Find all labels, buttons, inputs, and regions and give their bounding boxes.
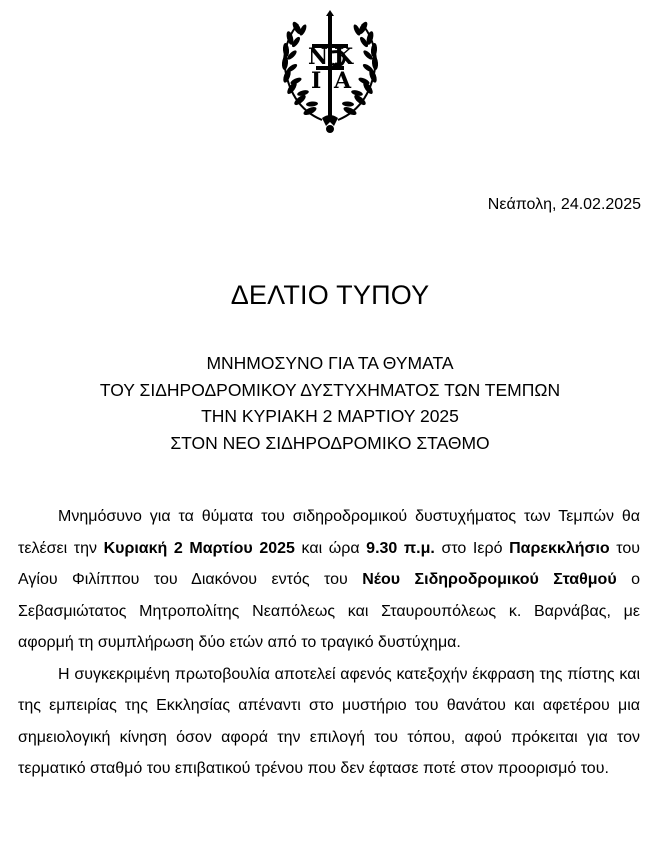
paragraph-2: Η συγκεκριμένη πρωτοβουλία αποτελεί αφενός κατεξοχήν έκφραση της πίστης και της εμπειρίας της Εκκλησίας απέναντι στο μυστήριο του θανάτου και αφετέρου μια σημειολογική κίνηση όσον αφορά την επιλογή του τόπου, αφού πρόκειται για τον τερματικό σταθμό του επιβατικού τρένου που δεν έφτασε ποτέ στον προορισμό του.	[18, 665, 640, 777]
document-title: ΔΕΛΤΙΟ ΤΥΠΟΥ	[230, 280, 430, 310]
subtitle-line: ΣΤΟΝ ΝΕΟ ΣΙΔΗΡΟΔΡΟΜΙΚΟ ΣΤΑΘΜΟ	[170, 432, 490, 453]
paragraph-text: και ώρα	[294, 539, 367, 557]
subtitle-line: ΜΝΗΜΟΣΥΝΟ ΓΙΑ ΤΑ ΘΥΜΑΤΑ	[206, 353, 454, 373]
paragraph-text: του Αγίου Φιλίππου του Διακόνου εντός του	[18, 539, 640, 588]
document-subtitle	[0, 350, 660, 456]
church-emblem-icon	[270, 8, 390, 136]
event-date-bold: Κυριακή 2 Μαρτίου 2025	[103, 539, 295, 557]
chapel-bold: Παρεκκλήσιο	[509, 539, 610, 557]
subtitle-line: ΤΟΥ ΣΙΔΗΡΟΔΡΟΜΙΚΟΥ ΔΥΣΤΥΧΗΜΑΤΟΣ ΤΩΝ ΤΕΜΠΩΝ	[99, 379, 561, 400]
paragraph-text: στο Ιερό	[434, 539, 510, 557]
paragraph-1	[18, 501, 640, 659]
svg-text:N: N	[308, 44, 329, 70]
paragraph-text: Μνημόσυνο για τα θύματα του σιδηροδρομικού δυστυχήματος των Τεμπών θα τελέσει την	[18, 508, 640, 557]
svg-text:A: A	[334, 68, 352, 94]
subtitle-line: ΤΗΝ ΚΥΡΙΑΚΗ 2 ΜΑΡΤΙΟΥ 2025	[201, 406, 459, 426]
event-time-bold: 9.30 π.μ.	[366, 539, 435, 557]
paragraph-text: ο Σεβασμιώτατος Μητροπολίτης Νεαπόλεως και Σταυρουπόλεως κ. Βαρνάβας, με αφορμή τη συμπλήρωση δύο ετών από το τραγικό δυστύχημα.	[18, 571, 640, 651]
document-date: Νεάπολη, 24.02.2025	[487, 196, 641, 213]
svg-text:I: I	[311, 68, 322, 94]
document-body	[18, 501, 640, 785]
svg-text:K: K	[334, 44, 354, 70]
station-bold: Νέου Σιδηροδρομικού Σταθμού	[362, 571, 617, 588]
